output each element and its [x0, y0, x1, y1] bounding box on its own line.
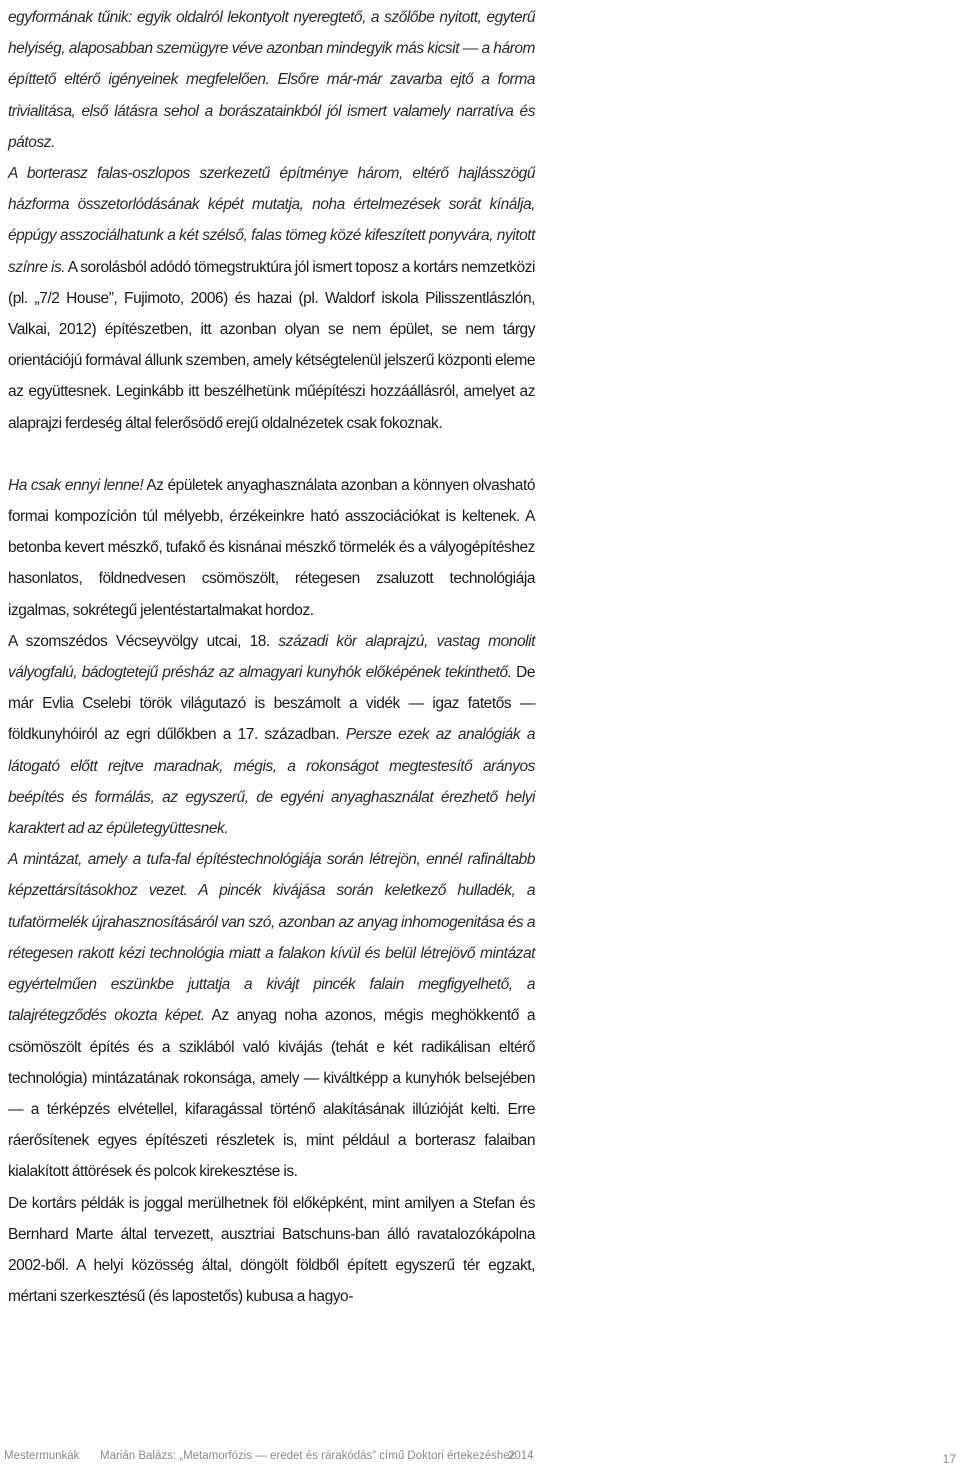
text-segment: A borterasz falas-oszlopos szerkezetű építménye három, eltérő hajlásszögű házforma összetorlódásának képét mutatja, noha értelmezések sorát kínálja, éppúgy asszociálhatunk a két szélső, falas tömeg közé kifeszített ponyvára, nyitott színre is. — [8, 165, 535, 276]
text-segment: A mintázat, amely a tufa-fal építéstechnológiája során létrejön, ennél rafináltabb képzettársításokhoz vezet. A pincék kivájása során keletkező hulladék, a tufatörmelék újrahasznosításáról van szó, azonban az anyag inhomogenitása és a rétegesen rakott kézi technológia miatt a falakon kívül és belül létrejövő mintázat egyértelműen eszünkbe juttatja a kivájt pincék falain megfigyelhető, a talajrétegződés okozta képet. — [8, 851, 535, 1025]
body-text — [8, 2, 535, 1312]
paragraph — [8, 2, 535, 158]
footer-title: Marián Balázs: „Metamorfózis — eredet és rárakódás” című Doktori értekezéshez — [100, 1450, 516, 1462]
text-segment: Az anyag noha azonos, mégis meghökkentő a csömöszölt építés és a sziklából való kivájás (tehát e két radikálisan eltérő technológia) mintázatának rokonsága, amely — kiváltképp a kunyhók belsejében — a térképzés elvétellel, kifaragással történő alakításának illúzióját kelti. Erre ráerősítenek egyes építészeti részletek is, mint például a borterasz falaiban kialakított áttörések és polcok kirekesztése is. — [8, 1007, 535, 1181]
paragraph-gap — [8, 439, 535, 470]
paragraph — [8, 470, 535, 626]
text-segment: Ha csak ennyi lenne! — [8, 476, 144, 494]
text-segment: Az épületek anyaghasználata azonban a könnyen olvasható formai kompozíción túl mélyebb, érzékeinkre ható asszociációkat is keltenek. A betonba kevert mészkő, tufakő és kisnánai mészkő törmelék és a vályogépítéshez hasonlatos, földnedvesen csömöszölt, rétegesen zsaluzott technológiája izgalmas, sokrétegű jelentéstartalmakat hordoz. — [8, 476, 536, 619]
paragraph — [8, 844, 535, 1187]
text-segment: A szomszédos Vécseyvölgy utcai, 18. — [8, 632, 270, 650]
paragraph — [8, 626, 535, 844]
text-segment: századi kör alaprajzú, vastag monolit vályogfalú, bádogtetejű présház az almagyari kunyhók előképének tekinthető. — [8, 632, 535, 682]
paragraph — [8, 158, 535, 439]
footer-year: 2014 — [508, 1450, 534, 1462]
footer-publisher: Mestermunkák — [4, 1450, 80, 1462]
text-segment: egyformának tűnik: egyik oldalról lekontyolt nyeregtető, a szőlőbe nyitott, egyterű helyiség, alaposabban szemügyre véve azonban mindegyik más kicsit — a három építtető eltérő igényeinek megfelelően. Elsőre már-már zavarba ejtő a forma trivialitása, első látásra sehol a borászatainkból jól ismert valamely narratíva és pátosz. — [8, 9, 535, 151]
text-segment: De már Evlia Cselebi török világutazó is beszámolt a vidék — igaz fatetős — földkunyhóiról az egri dűlőkben a 17. században. — [8, 664, 535, 744]
page-number: 17 — [942, 1452, 956, 1466]
paragraph — [8, 1188, 535, 1313]
page-footer — [0, 1448, 960, 1468]
text-segment: De kortárs példák is joggal merülhetnek föl előképként, mint amilyen a Stefan és Bernhard Marte által tervezett, ausztriai Batschuns-ban álló ravatalozókápolna 2002-ből. A helyi közösség által, döngölt földből épített egyszerű tér egzakt, mértani szerkesztésű (és lapostetős) kubusa a hagyo- — [8, 1194, 535, 1306]
text-segment: A sorolásból adódó tömegstruktúra jól ismert toposz a kortárs nemzetközi (pl. „7/2 House”, Fujimoto, 2006) és hazai (pl. Waldorf iskola Pilisszentlászlón, Valkai, 2012) építészetben, itt azonban olyan se nem épület, se nem tárgy orientációjú formával állunk szemben, amely kétségtelenül jelszerű központi eleme az együttesnek. Leginkább itt beszélhetünk műépítészi hozzáállásról, amelyet az alaprajzi ferdeség által felerősödő erejű oldalnézetek csak fokoznak. — [8, 258, 536, 432]
text-segment: Persze ezek az analógiák a látogató előtt rejtve maradnak, mégis, a rokonságot megtestesítő arányos beépítés és formálás, az egyszerű, de egyéni anyaghasználat érezhető helyi karaktert ad az épületegyüttesnek. — [8, 726, 535, 838]
